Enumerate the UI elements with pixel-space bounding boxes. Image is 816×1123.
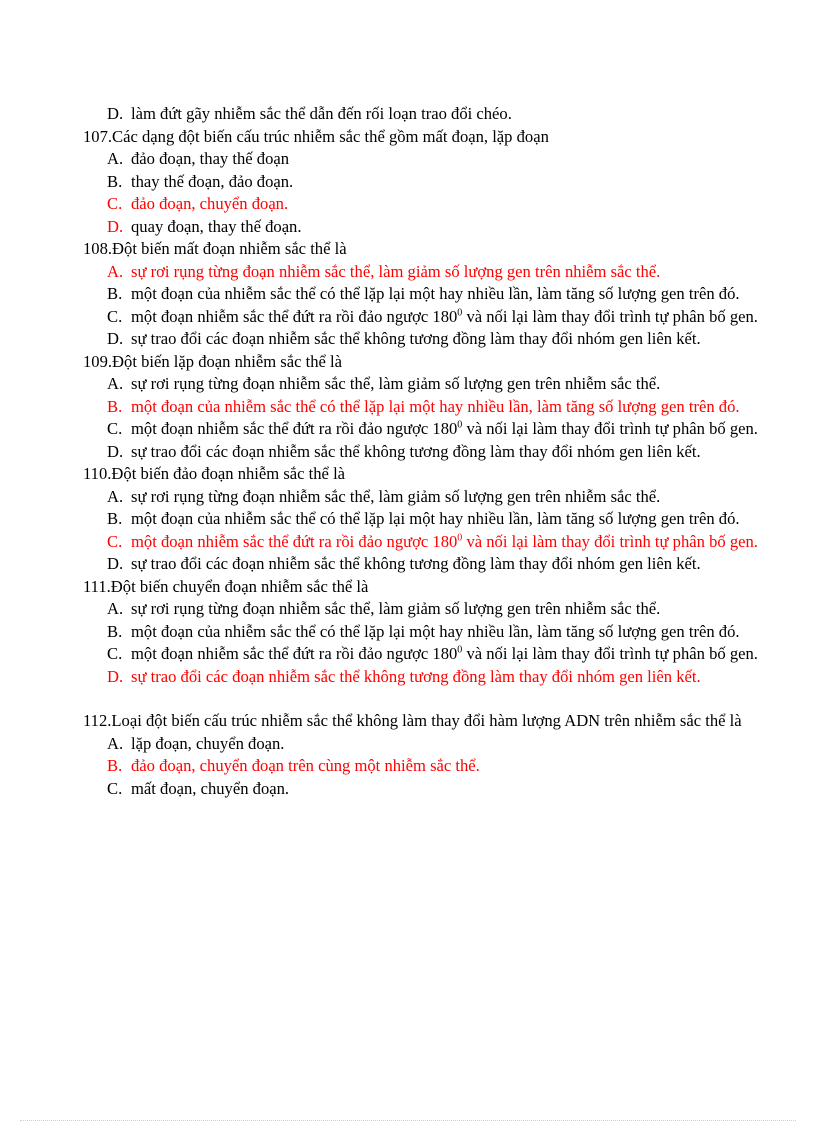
option-a [83,598,793,621]
question-stem: 112.Loại đột biến cấu trúc nhiễm sắc thể không làm thay đổi hàm lượng ADN trên nhiễm sắc thể là [83,711,742,730]
option-letter: C. [107,644,123,663]
question-109 [83,351,793,464]
option-text-pre: một đoạn nhiễm sắc thể đứt ra rồi đảo ngược 180 [131,306,458,326]
option-text [131,418,793,441]
option-text: mất đoạn, chuyển đoạn. [131,778,290,798]
option-text: sự rơi rụng từng đoạn nhiễm sắc thể, làm giảm số lượng gen trên nhiễm sắc thể. [131,261,661,281]
option-c-answer [83,531,793,554]
option-b [83,283,793,306]
degree-superscript: 0 [457,306,463,318]
option-letter: A. [107,599,124,618]
option-c [83,306,793,329]
option-d [83,328,793,351]
option-d-previous [83,103,793,126]
option-letter: A. [107,261,124,281]
option-letter: C. [107,419,123,438]
question-stem: 111.Đột biến chuyển đoạn nhiễm sắc thể là [83,576,369,596]
option-text-pre: một đoạn nhiễm sắc thể đứt ra rồi đảo ngược 180 [131,419,458,438]
page-bottom-divider [20,1120,796,1121]
option-letter: C. [107,306,123,326]
option-letter: B. [107,756,123,775]
option-c [83,643,793,666]
option-text: thay thế đoạn, đảo đoạn. [131,171,294,191]
question-108 [83,238,793,351]
option-d-answer [83,666,793,689]
option-d [83,216,793,239]
option-letter: D. [107,666,124,686]
option-text: sự trao đổi các đoạn nhiễm sắc thể không tương đồng làm thay đổi nhóm gen liên kết. [131,666,701,686]
option-text: sự trao đổi các đoạn nhiễm sắc thể không tương đồng làm thay đổi nhóm gen liên kết. [131,441,701,461]
option-c [83,778,793,801]
option-text: sự trao đổi các đoạn nhiễm sắc thể không tương đồng làm thay đổi nhóm gen liên kết. [131,329,701,348]
option-text-pre: một đoạn nhiễm sắc thể đứt ra rồi đảo ngược 180 [131,531,458,551]
option-text: một đoạn của nhiễm sắc thể có thể lặp lại một hay nhiều lần, làm tăng số lượng gen trên đó. [131,284,740,303]
option-letter: D. [107,441,124,461]
option-text: sự trao đổi các đoạn nhiễm sắc thể không tương đồng làm thay đổi nhóm gen liên kết. [131,554,701,573]
option-text [131,643,793,666]
option-letter: A. [107,733,124,753]
option-a-answer [83,261,793,284]
option-text [131,306,793,329]
option-text: một đoạn của nhiễm sắc thể có thể lặp lại một hay nhiều lần, làm tăng số lượng gen trên đó. [131,396,740,416]
option-text: một đoạn của nhiễm sắc thể có thể lặp lại một hay nhiều lần, làm tăng số lượng gen trên đó. [131,509,740,528]
question-stem: 107.Các dạng đột biến cấu trúc nhiễm sắc thể gồm mất đoạn, lặp đoạn [83,126,549,146]
option-letter: B. [107,171,123,191]
document-page [83,103,793,800]
option-b [83,621,793,644]
option-b [83,508,793,531]
option-letter: D. [107,329,124,348]
option-text-post: và nối lại làm thay đổi trình tự phân bố gen. [462,419,758,438]
option-letter: B. [107,509,123,528]
question-stem: 108.Đột biến mất đoạn nhiễm sắc thể là [83,239,347,258]
option-text-post: và nối lại làm thay đổi trình tự phân bố gen. [462,306,758,326]
option-a [83,148,793,171]
blank-line [83,688,793,710]
option-d [83,441,793,464]
degree-superscript: 0 [457,419,463,431]
option-b-answer [83,755,793,778]
option-letter: A. [107,374,124,393]
option-letter: A. [107,149,124,168]
degree-superscript: 0 [457,644,463,656]
option-b-answer [83,396,793,419]
option-letter: C. [107,778,123,798]
option-d [83,553,793,576]
option-letter: D. [107,554,124,573]
option-text: đảo đoạn, chuyển đoạn. [131,194,289,213]
option-b [83,171,793,194]
option-letter: D. [107,104,124,123]
option-text-pre: một đoạn nhiễm sắc thể đứt ra rồi đảo ngược 180 [131,644,458,663]
option-letter: C. [107,194,123,213]
option-text: đảo đoạn, thay thế đoạn [131,149,290,168]
option-letter: C. [107,531,123,551]
option-text: làm đứt gãy nhiễm sắc thể dẫn đến rối loạn trao đổi chéo. [131,104,512,123]
option-c-answer [83,193,793,216]
option-text: lặp đoạn, chuyển đoạn. [131,733,285,753]
option-text-post: và nối lại làm thay đổi trình tự phân bố gen. [462,644,758,663]
option-text [131,531,793,554]
question-111 [83,576,793,689]
option-a [83,733,793,756]
question-112 [83,710,793,800]
option-letter: B. [107,396,123,416]
question-stem: 109.Đột biến lặp đoạn nhiễm sắc thể là [83,351,342,371]
option-text: một đoạn của nhiễm sắc thể có thể lặp lại một hay nhiều lần, làm tăng số lượng gen trên đó. [131,621,740,641]
option-text: sự rơi rụng từng đoạn nhiễm sắc thể, làm giảm số lượng gen trên nhiễm sắc thể. [131,486,661,506]
option-c [83,418,793,441]
question-110 [83,463,793,576]
question-107 [83,126,793,239]
degree-superscript: 0 [457,531,463,543]
option-letter: A. [107,486,124,506]
option-text: đảo đoạn, chuyển đoạn trên cùng một nhiễm sắc thể. [131,756,480,775]
option-a [83,486,793,509]
option-text: sự rơi rụng từng đoạn nhiễm sắc thể, làm giảm số lượng gen trên nhiễm sắc thể. [131,374,661,393]
option-letter: B. [107,284,123,303]
question-stem: 110.Đột biến đảo đoạn nhiễm sắc thể là [83,464,346,483]
option-letter: D. [107,216,124,236]
option-text: sự rơi rụng từng đoạn nhiễm sắc thể, làm giảm số lượng gen trên nhiễm sắc thể. [131,599,661,618]
option-text: quay đoạn, thay thế đoạn. [131,216,302,236]
option-text-post: và nối lại làm thay đổi trình tự phân bố gen. [462,531,758,551]
option-a [83,373,793,396]
option-letter: B. [107,621,123,641]
